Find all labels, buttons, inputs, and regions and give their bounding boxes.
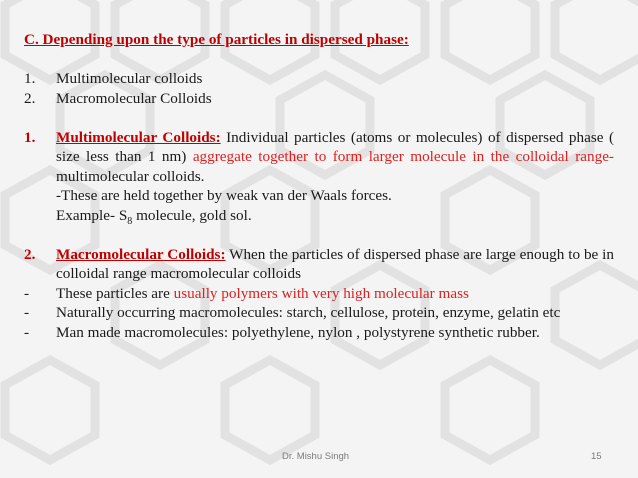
- section-example: Example- $S_8$ molecule, gold sol.: [56, 206, 252, 227]
- section-title: Multimolecular Colloids:: [56, 128, 221, 146]
- bullet-item: - Man made macromolecules: polyethylene, nylon , polystyrene synthetic rubber.: [24, 323, 540, 341]
- bullet-item: - These particles are usually polymers with very high molecular mass: [24, 284, 469, 302]
- list-item: 2. Macromolecular Colloids: [24, 89, 212, 107]
- section-macromolecular: 2. Macromolecular Colloids: When the particles of dispersed phase are large enough to be in colloidal range macromolecular colloids: [24, 245, 614, 282]
- list-item: 1. Multimolecular colloids: [24, 70, 203, 87]
- slide-heading: C. Depending upon the type of particles in dispersed phase:: [24, 31, 409, 48]
- section-title: Macromolecular Colloids:: [56, 245, 226, 263]
- section-note: -These are held together by weak van der Waals forces.: [56, 187, 392, 204]
- page-number: 15: [591, 451, 602, 462]
- bullet-item: - Naturally occurring macromolecules: starch, cellulose, protein, enzyme, gelatin etc: [24, 304, 561, 321]
- footer-author: Dr. Mishu Singh: [282, 451, 350, 462]
- slide-content: [24, 30, 614, 342]
- section-multimolecular: 1. Multimolecular Colloids: Individual particles (atoms or molecules) of dispersed phase ( size less than 1 nm) aggregate together to form larger molecule in the colloidal range- multimolecular colloids.: [24, 128, 614, 185]
